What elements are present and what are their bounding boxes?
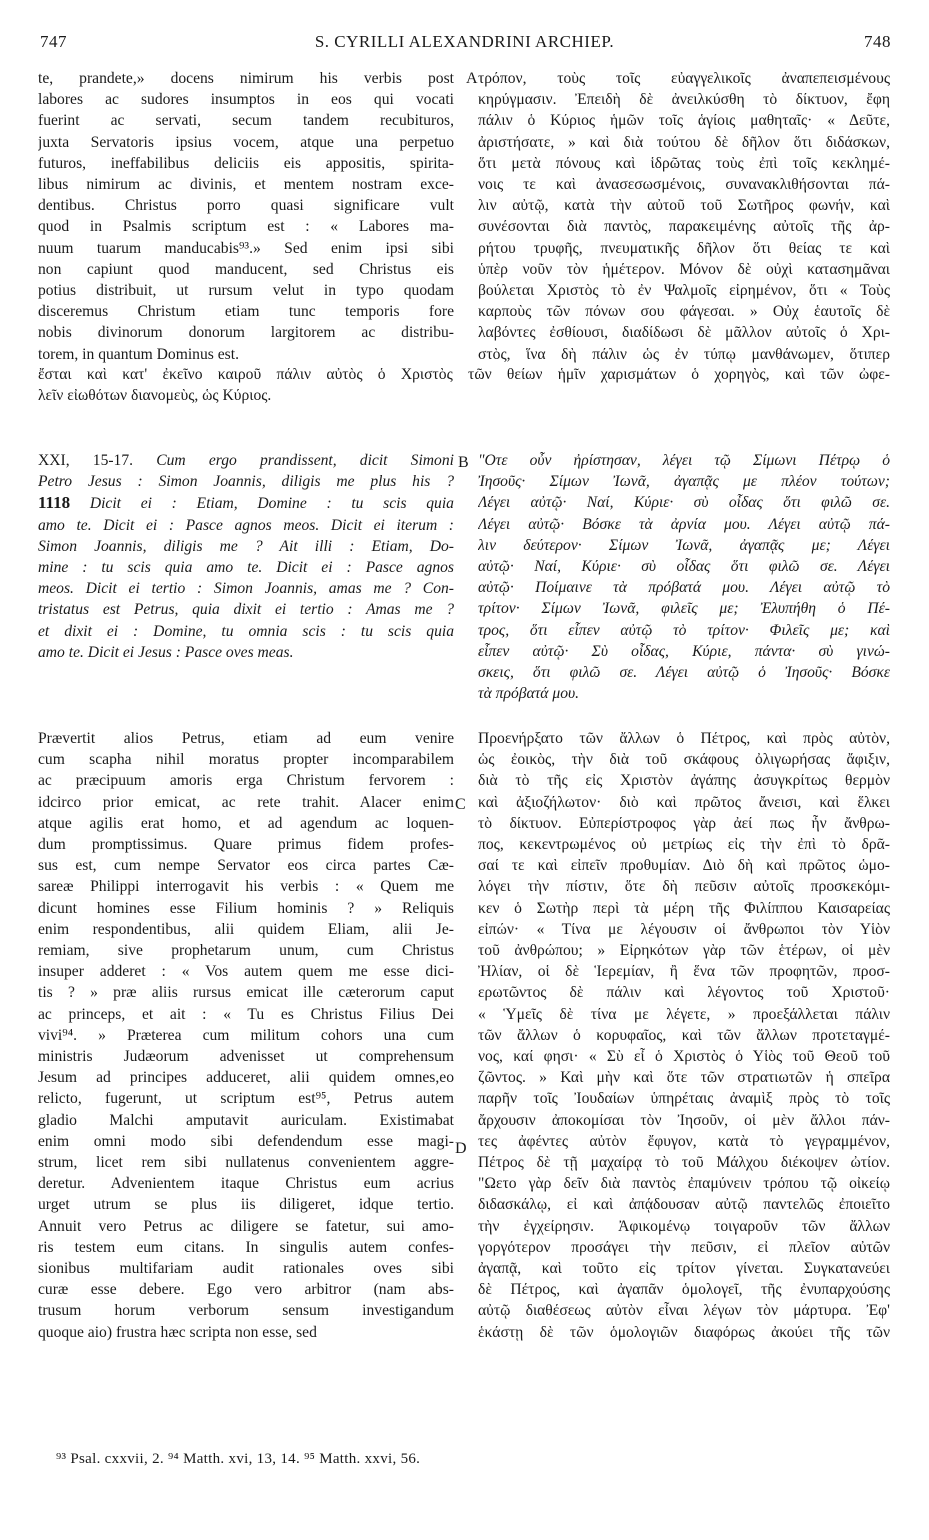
greek-body-line: τὴν ἐγχείρησιν. Ἀφικομένῳ τοιγαροῦν τῶν ἄλλων [478,1217,890,1235]
greek-body-line: διδασκάλῳ, εἰ καὶ ἀπᾴδουσαν αὐτῷ παντελῶς ἐποιεῖτο [478,1196,890,1214]
greek-body-line: δὲ Πέτρος, καὶ ἀγαπᾶν ὁμολογεῖ, τῆς ἐνυπαρχούσης [478,1281,890,1299]
margin-letter-c: C [455,796,466,813]
latin-top-line: labores ac sudores insumptos in eos qui vocati [38,91,454,109]
latin-body-line: Prævertit alios Petrus, etiam ad eum venire [38,730,454,747]
greek-body-line: τοῦ ἀνθρώπου; » Εἰρηκότων γὰρ τῶν ἑτέρων, οἱ μὲν [478,942,890,960]
latin-body-line: idcirco prior emicat, ac rete trahit. Alacer enim [38,793,454,811]
page-number-right: 748 [864,32,891,51]
latin-body-line: sionibus multifariam audit rationales oves sibi [38,1260,454,1278]
latin-top-line: non capiunt quod manducent, sed Christus eis [38,260,454,278]
latin-body-line: vivi⁹⁴. » Præterea cum militum cohors una cum [38,1026,454,1044]
greek-body-line: ἄρχουσιν ἀποκομίσαι τὸν Ἰησοῦν, οἱ μὲν ἄλλοι πάν- [478,1111,890,1129]
greek-scripture-line: εἶπεν αὐτῷ· Σὺ οἶδας, Κύριε, πάντα· σὺ γινώ- [478,642,890,660]
greek-body-line: διὰ τὸ τῆς εἰς Χριστὸν ἀγάπης ἀσυγκρίτως θερμὸν [478,772,890,790]
greek-top-line: λιν αὐτῷ, κατὰ τὴν αὐτοῦ τοῦ Σωτῆρος φωνήν, καὶ [478,197,890,215]
latin-body-line: enim omni modo sibi defendendum esse magi- [38,1132,454,1150]
latin-top-line: nuum tuarum manducabis⁹³.» Sed enim ipsi sibi [38,239,454,257]
greek-top-line: συνέσονται διὰ παντὸς, παρακειμένης αὐτοῖς τῆς ἀρ- [478,218,890,236]
greek-scripture-line: τρίτον· Σίμων Ἰωνᾶ, φιλεῖς με; Ἐλυπήθη ὁ Πέ- [478,600,890,618]
greek-scripture-line: τρος, ὅτι εἶπεν αὐτῷ τὸ τρίτον· Φιλεῖς με; καὶ [478,621,890,639]
margin-letter-b: B [458,454,469,471]
latin-scripture-passage: XXI, 15-17. Cum ergo prandissent, dicit Simoni Petro Jesus : Simon Joannis, diligis me plus his ? 1118 Dicit ei : Etiam, Domine : tu scis quia amo te. Dicit ei : Pasce agnos meos. Dicit ei iterum : Simon Joannis, diligis me ? Ait illi : Etiam, Do- mine : tu scis quia amo te. Dicit ei : Pasce agnos meos. Dicit ei tertio : Simon Joannis, amas me ? Con- tristatus est Petrus, quia dixit ei tertio : Amas me ? et dixit ei : Domine, tu omnia scis : tu scis quia amo te. Dicit ei Jesus : Pasce oves meas. [38,452,454,661]
latin-top-line: torem, in quantum Dominus est. [38,345,239,363]
latin-body-line: ac præcipuum amoris erga Christum fervorem : [38,772,454,790]
latin-body-line: deretur. Advenientem itaque Christus eum acrius [38,1175,454,1193]
latin-top-line: fuerint ac servati, secum tandem recubituros, [38,112,454,130]
latin-body-line: dum promptissimus. Quare primus fidem profes- [38,836,454,854]
scripture-reference: XXI, 15-17. [38,452,134,469]
latin-text-top [38,68,454,365]
latin-body-line: urget utrum se plus iis diligeret, idque tertio. [38,1196,454,1214]
latin-body-line: Annuit vero Petrus ac diligere se fatetur, sui amo- [38,1217,454,1235]
latin-top-line: libus nimirum ac divinis, et mentem nostram exce- [38,176,454,194]
greek-top-line: βούλεται Χριστὸς τὸ ἐν Ψαλμοῖς εἰρημένον, ὅτι « Τοὺς [478,282,890,300]
greek-top-line: κηρύγμασιν. Ἐπειδὴ δὲ ἀνειλκύσθη τὸ δίκτυον, ἔφη [478,91,890,109]
greek-text-top [478,68,890,365]
greek-body-line: τες ἀφέντες αὐτὸν ἔφυγον, κατὰ τὸ γεγραμμένον, [478,1132,890,1150]
greek-body-line: κεν ὁ Σωτὴρ περὶ τὰ μέρη τῆς Φιλίππου Καισαρείας [478,899,890,917]
greek-scripture-line: "Οτε οὖν ἠρίστησαν, λέγει τῷ Σίμωνι Πέτρῳ ὁ [478,452,890,469]
greek-body-line: Προενήρξατο τῶν ἄλλων ὁ Πέτρος, καὶ πρὸς αὐτὸν, [478,730,890,747]
greek-scripture-line: τὰ πρόβατά μου. [478,685,580,703]
greek-scripture-line: Λέγει αὐτῷ· Ναί, Κύριε· σὺ οἶδας ὅτι φιλῶ σε. [478,494,890,512]
greek-scripture-line: σκεις, ὅτι φιλῶ σε. Λέγει αὐτῷ ὁ Ἰησοῦς· Βόσκε [478,664,890,682]
greek-body-line: τὸ δίκτυον. Εὐπερίστροφος γὰρ ἀεί πως ἦν ἄνθρω- [478,814,890,832]
greek-body-line: εἰπών· « Τίνα με λέγουσιν οἱ ἄνθρωποι τὸν Υἱὸν [478,920,890,938]
latin-body-line: cum scapha nihil moratus propter incomparabilem [38,751,454,769]
latin-body-line: remiam, sive prophetarum unum, cum Christus [38,942,454,960]
greek-commentary-body [478,728,890,1343]
greek-body-line: γοργότερον προσάγει τὴν πεῦσιν, εἰ πλεῖον αὐτῶν [478,1238,890,1256]
greek-body-line: λόγει τὴν πίστιν, ὅτε δὴ πεῦσιν αὐτοῖς προσκεκόμι- [478,878,890,896]
greek-top-line: ἀριστήσατε, » καὶ διὰ τούτου δὲ δῆλον ὅτι διδάσκων, [478,133,890,151]
greek-span-line: λεῖν εἰωθότων διανομεὺς, ὡς Κύριος. [38,387,272,405]
greek-body-line: νος, καί φησι· « Σὺ εἶ ὁ Χριστὸς ὁ Υἱὸς τοῦ Θεοῦ τοῦ [478,1048,890,1066]
greek-scripture-passage [478,450,890,704]
greek-top-line: ρήτου τρυφῆς, πνευματικῆς δῆλον ὅτι θείας τε καὶ [478,239,890,257]
greek-body-line: πος, κεκεντρωμένος οὐ μετρίως εἰς τὴν ἐπὶ τὸ δρᾶ- [478,836,890,854]
greek-body-line: ἀγαπᾷ, καὶ τοῦτο εἰς τρίτον γίνεται. Συγκατανεύει [478,1260,890,1278]
greek-top-line: λαβόντες ἐσθίουσι, διαδίδωσι δὲ μᾶλλον αὐτοῖς ὁ Χρι- [478,324,890,342]
greek-body-line: καὶ ἀξιοζήλωτον· διὸ καὶ πρῶτος ἄνεισι, καὶ ἕλκει [478,793,890,811]
latin-body-line: dicunt homines esse Filium hominis ? » Reliquis [38,899,454,917]
latin-body-line: insuper adderet : « Vos autem quem me esse dici- [38,963,454,981]
greek-scripture-line: Ἰησοῦς· Σίμων Ἰωνᾶ, ἀγαπᾷς με πλέον τούτων; [478,473,890,491]
footnotes: ⁹³ Psal. cxxvii, 2. ⁹⁴ Matth. xvi, 13, 14. ⁹⁵ Matth. xxvi, 56. [56,1451,421,1467]
greek-scripture-line: αὐτῷ· Ναί, Κύριε· σὺ οἶδας ὅτι φιλῶ σε. Λέγει [478,558,890,576]
latin-body-line: curæ esse debere. Ego vero arbitror (nam abs- [38,1281,454,1299]
latin-body-line: sareæ Philippi interrogavit his verbis : « Quem me [38,878,454,896]
latin-body-line: gladio Malchi amputavit auriculam. Existimabat [38,1111,454,1129]
greek-top-line: ὑπὲρ νοῦν τὸν ἡμέτερον. Μόνον δὲ οὐχὶ κατασημᾶναι [478,260,890,278]
greek-top-line: τρόπον, τοὺς τοῖς εὐαγγελικοῖς ἀναπεπεισμένους [478,70,890,87]
greek-scripture-line: Λέγει αὐτῷ· Βόσκε τὰ ἀρνία μου. Λέγει αὐτῷ πά- [478,515,890,533]
latin-top-line: te, prandete,» docens nimirum his verbis post [38,70,454,87]
greek-body-line: "Ωετο γὰρ δεῖν διὰ παντὸς ἐπαμύνειν τρόπου τῷ οἰκείῳ [478,1175,890,1193]
latin-commentary-body [38,728,454,1343]
latin-body-line: ministris Judæorum advenisset ut comprehensum [38,1048,454,1066]
greek-body-line: αὐτῷ διαθέσεως αὐτὸν εἶναι λέγων τὸν μάρτυρα. Ἐφ' [478,1302,890,1320]
latin-body-line: ris testem eum citans. In singulis autem confes- [38,1238,454,1256]
latin-body-line: ac princeps, et ait : « Tu es Christus Filius Dei [38,1005,454,1023]
latin-top-line: disceremus Christum etiam tunc temporis fore [38,303,454,321]
latin-top-line: juxta Servatoris ipsius vocem, atque una perpetuo [38,133,454,151]
greek-body-line: ζῶντος. » Καὶ μὴν καὶ ὅτε τῶν στρατιωτῶν ἡ σπεῖρα [478,1069,890,1087]
greek-top-line: στὸς, ἵνα δὴ πάλιν ὡς ἐν τύπῳ μανθάνωμεν, ὅτιπερ [478,345,890,363]
greek-top-line: ὅτι μετὰ πόνους καὶ ἱδρῶτας τοὺς ἐπὶ τοῖς κεκλημέ- [478,154,890,172]
latin-body-line: atque agilis erat homo, et ad agendum ac loquen- [38,814,454,832]
latin-top-line: quod in Psalmis scriptum est : « Labores ma- [38,218,454,236]
latin-top-line: dentibus. Christus porro quasi significare vult [38,197,454,215]
column-number-ornament: 1118 [38,493,71,513]
greek-body-line: ἑκάστῃ δὲ τῶν ὁμολογιῶν διαφόρως ἀκούει τῆς τῶν [478,1323,890,1341]
greek-top-line: καρποὺς τῶν πόνων σου φάγεσαι. » Οὐχ ἑαυτοῖς δὲ [478,303,890,321]
greek-body-line: « Ὑμεῖς δὲ τίνα με λέγετε, » προεξάλλεται πάλιν [478,1005,890,1023]
latin-body-line: strum, licet rem sibi nullatenus convenientem aggre- [38,1154,454,1172]
greek-scripture-line: αὐτῷ· Ποίμαινε τὰ πρόβατά μου. Λέγει αὐτῷ τὸ [478,579,890,597]
latin-body-line: relicto, fugerunt, ut scriptum est⁹⁵, Petrus autem [38,1090,454,1108]
greek-body-line: Ἠλίαν, οἱ δὲ Ἱερεμίαν, ἢ ἕνα τῶν προφητῶν, προσ- [478,963,890,981]
greek-body-line: ερωτῶντος δὲ πάλιν καὶ λέγοντος τοῦ Χριστοῦ· [478,984,890,1002]
latin-body-line: trusum horum verborum sensum investigandum [38,1302,454,1320]
greek-body-line: τῶν ἄλλων ὁ κορυφαῖος, καὶ τῶν ἄλλων προτεταγμέ- [478,1026,890,1044]
margin-letter-d: D [455,1140,467,1157]
margin-letter-a: A [466,70,478,87]
greek-top-line: νοις τε καὶ ἀνασεσωσμένοις, συνανακλιθήσονται πά- [478,176,890,194]
latin-top-line: nobis divinorum donorum largitorem ac distribu- [38,324,454,342]
latin-body-line: sus est, cum nempe Servator eos circa partes Cæ- [38,857,454,875]
latin-top-line: futuros, ineffabilibus deliciis eis appositis, spirita- [38,154,454,172]
latin-body-line: tis ? » præ aliis rursus emicat ille cæterorum caput [38,984,454,1002]
latin-top-line: potius distribuit, ut rursum velut in typo quodam [38,282,454,300]
greek-text-spanning [38,364,890,406]
latin-body-line: quoque aio) frustra hæc scripta non esse, sed [38,1323,317,1341]
greek-span-line: ἔσται καὶ κατ' ἐκεῖνο καιροῦ πάλιν αὐτὸς ὁ Χριστὸς τῶν θείων ἡμῖν χαρισμάτων ὁ χορηγὸς, καὶ τῶν ὠφε- [38,366,890,383]
greek-body-line: ὡς ἐοικὸς, τὴν διὰ τοῦ σκάφους ὀλιγωρήσας ἄφιξιν, [478,751,890,769]
greek-body-line: παρῆν τοῖς Ἰουδαίων ὑπηρέταις ἀναμὶξ πρὸς τὸ τοῖς [478,1090,890,1108]
page-number-left: 747 [40,32,67,51]
greek-top-line: πάλιν ὁ Κύριος ἡμῶν τοῖς ἁγίοις μαθηταῖς· « Δεῦτε, [478,112,890,130]
greek-scripture-line: λιν δεύτερον· Σίμων Ἰωνᾶ, ἀγαπᾷς με; Λέγει [478,536,890,554]
greek-body-line: σαί τε καὶ εἰπεῖν προθυμίαν. Διὸ δὴ καὶ πρῶτος ὡμο- [478,857,890,875]
latin-body-line: enim respondentibus, alii quidem Eliam, alii Je- [38,920,454,938]
running-title: S. CYRILLI ALEXANDRINI ARCHIEP. [314,32,615,51]
greek-body-line: Πέτρος δὲ τῇ μαχαίρᾳ τὸ τοῦ Μάλχου διέκοψεν ὠτίον. [478,1154,890,1172]
latin-body-line: Jesum ad principes adduceret, alii quidem omnes,eo [38,1069,454,1087]
